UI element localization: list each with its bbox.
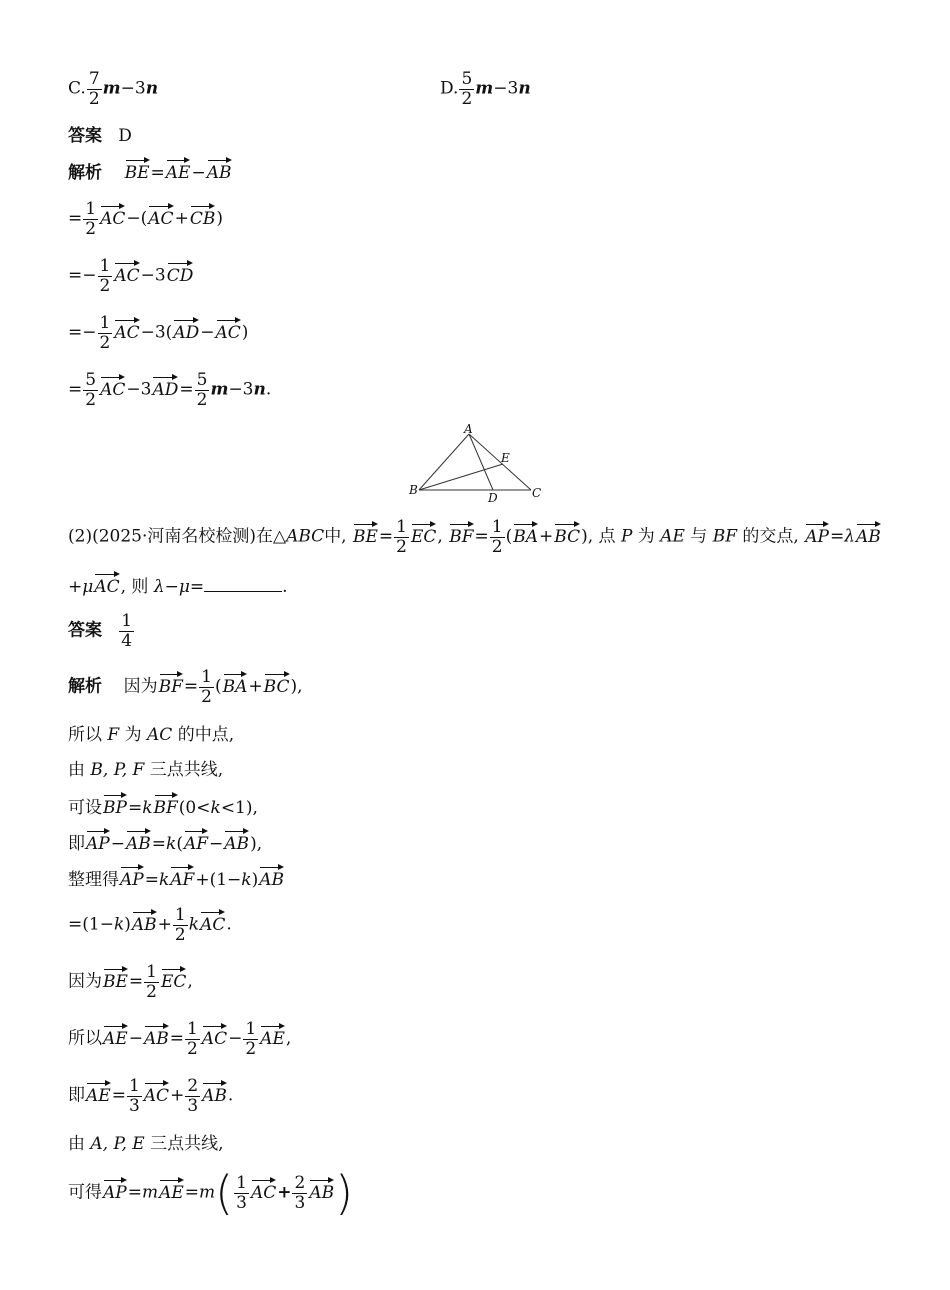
question-2-line-2: +μAC, 则 λ−μ= . xyxy=(68,572,288,596)
analysis-2-line-6: 整理得AP=kAF+(1−k)AB xyxy=(68,865,285,889)
analysis-2-line-8: 因为BE= $\frac{1}{2}$ EC, xyxy=(68,962,193,1002)
analysis-1-line-5: = $\frac{5}{2}$ AC−3AD= $\frac{5}{2}$ m−3n. xyxy=(68,370,272,410)
analysis-2-line-11: 由 A, P, E 三点共线, xyxy=(68,1134,224,1154)
analysis-1-line-3: =− $\frac{1}{2}$ AC−3CD xyxy=(68,256,194,296)
edge-ab xyxy=(419,434,469,490)
question-2-line-1: (2)(2025·河南名校检测)在△ABC中, BE= $\frac{1}{2}$ EC, BF= $\frac{1}{2}$ (BA+BC), 点 P 为 AE 与 BF 的交点, AP=λAB xyxy=(68,517,881,557)
option-d: D. $\frac{5}{2}$ m−3n xyxy=(440,69,531,109)
analysis-2-line-4: 可设BP=kBF(0<k<1), xyxy=(68,793,258,817)
analysis-2-line-1: 解析 因为BF= $\frac{1}{2}$ (BA+BC), xyxy=(68,667,303,707)
analysis-2-line-12: 可得AP=mAE=m( $\frac{1}{3}$ AC+ $\frac{2}{3}$ AB) xyxy=(68,1166,354,1220)
answer-blank xyxy=(204,577,282,592)
option-c: C. $\frac{7}{2}$ m−3n xyxy=(68,69,159,109)
answer-1: 答案 D xyxy=(68,126,132,146)
analysis-2-line-7: =(1−k)AB+ $\frac{1}{2}$ kAC. xyxy=(68,905,232,945)
edge-ac xyxy=(469,434,531,490)
segment-be xyxy=(419,464,503,490)
vertex-b-label: B xyxy=(409,483,418,497)
triangle-figure xyxy=(405,422,550,504)
analysis-2-line-2: 所以 F 为 AC 的中点, xyxy=(68,725,235,745)
point-d-label: D xyxy=(488,491,498,504)
vertex-a-label: A xyxy=(464,422,473,436)
analysis-2-line-3: 由 B, P, F 三点共线, xyxy=(68,760,224,780)
answer-2: 答案 $\frac{1}{4}$ xyxy=(68,611,133,651)
analysis-2-line-10: 即AE= $\frac{1}{3}$ AC+ $\frac{2}{3}$ AB. xyxy=(68,1076,234,1116)
analysis-2-line-9: 所以AE−AB= $\frac{1}{2}$ AC− $\frac{1}{2}$ AE, xyxy=(68,1019,292,1059)
analysis-1-line-2: = $\frac{1}{2}$ AC−(AC+CB) xyxy=(68,199,223,239)
analysis-2-line-5: 即AP−AB=k(AF−AB), xyxy=(68,829,262,853)
vertex-c-label: C xyxy=(532,486,542,500)
point-e-label: E xyxy=(501,451,510,465)
analysis-1-line-4: =− $\frac{1}{2}$ AC−3(AD−AC) xyxy=(68,313,249,353)
analysis-1-line-1: 解析 BE=AE−AB xyxy=(68,158,233,182)
segment-ad xyxy=(469,434,493,490)
